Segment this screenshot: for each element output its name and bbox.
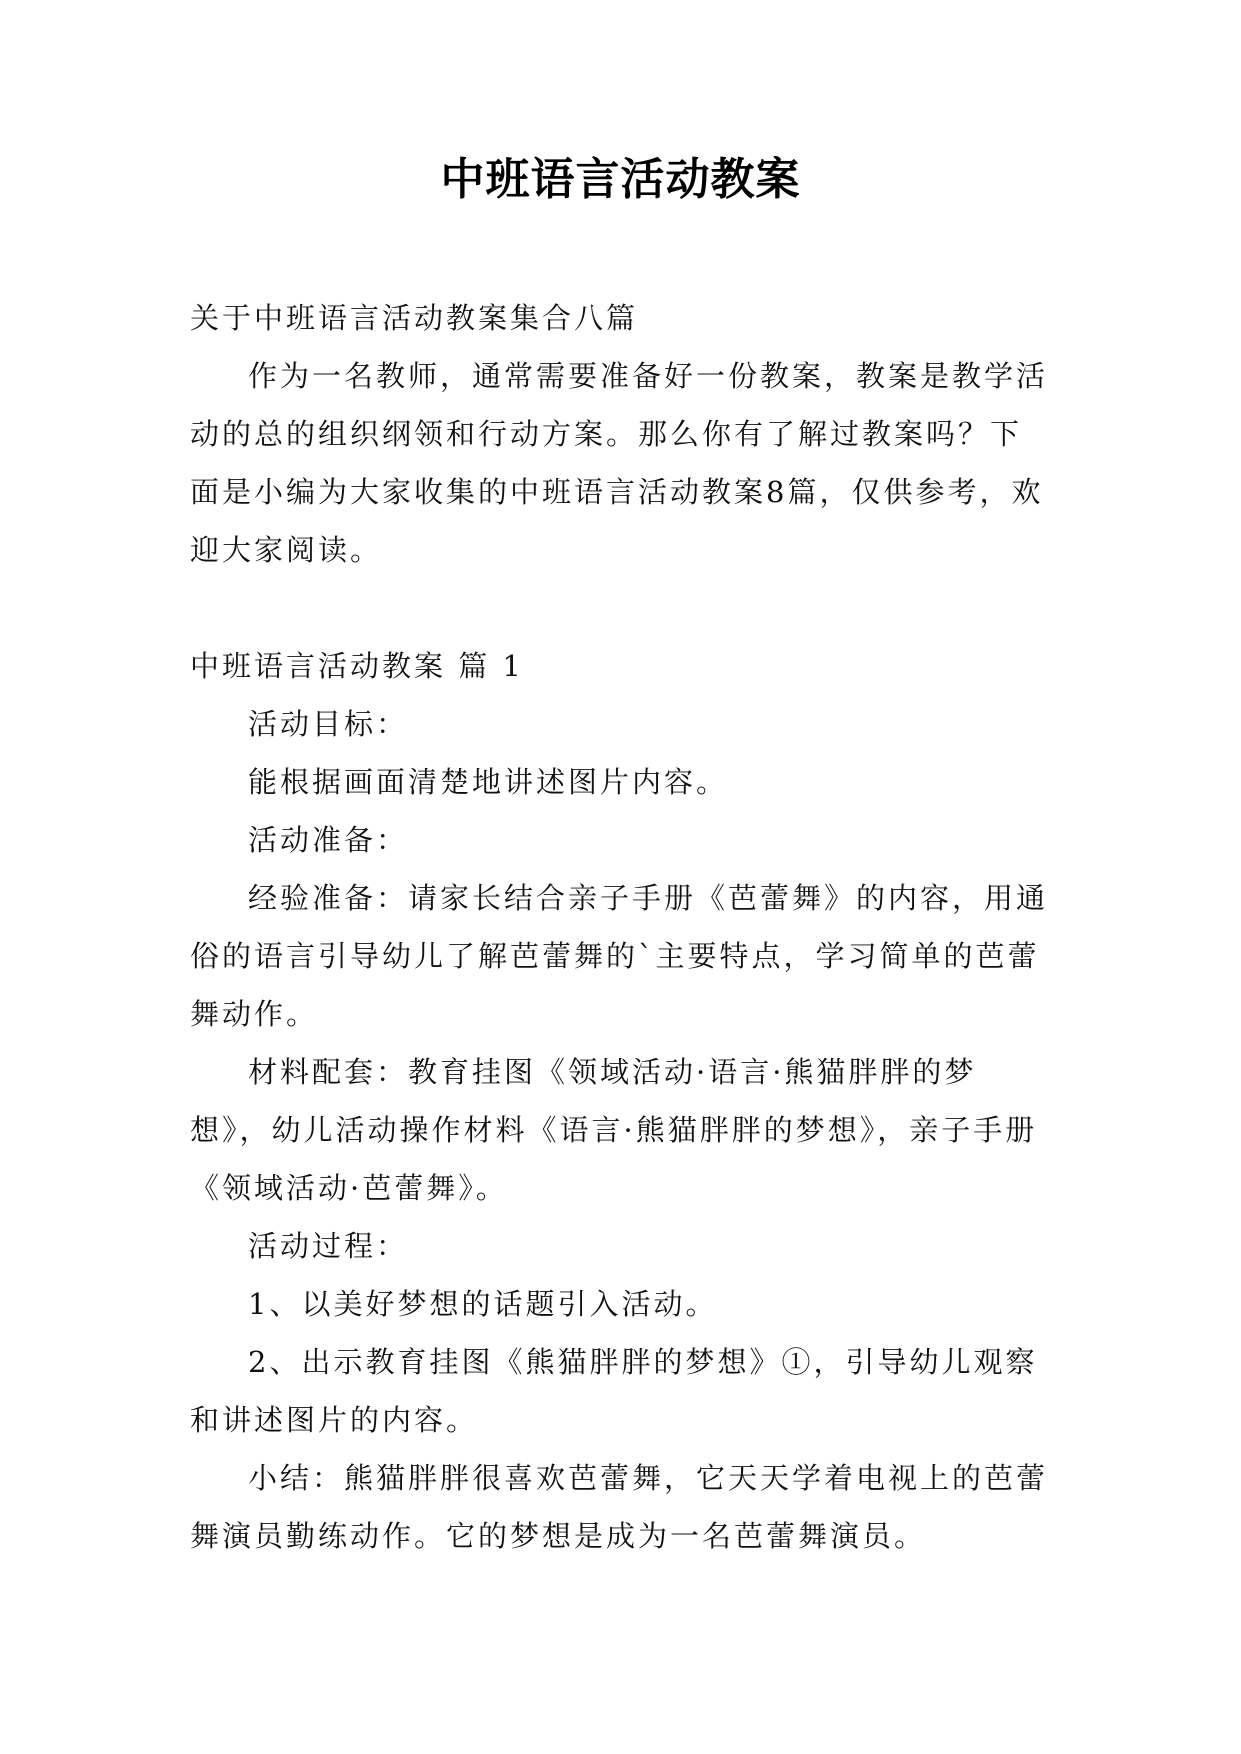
document-body — [190, 289, 1050, 1565]
process-step-2: 2、出示教育挂图《熊猫胖胖的梦想》①，引导幼儿观察和讲述图片的内容。 — [190, 1345, 1038, 1437]
goal-text: 能根据画面清楚地讲述图片内容。 — [248, 765, 729, 799]
process-step-1: 1、以美好梦想的话题引入活动。 — [248, 1287, 718, 1321]
summary-paragraph: 小结：熊猫胖胖很喜欢芭蕾舞，它天天学着电视上的芭蕾舞演员勤练动作。它的梦想是成为一名芭蕾舞演员。 — [190, 1461, 1049, 1553]
document-subtitle: 关于中班语言活动教案集合八篇 — [190, 301, 639, 335]
intro-paragraph: 作为一名教师，通常需要准备好一份教案，教案是教学活动的总的组织纲领和行动方案。那么你有了解过教案吗？下面是小编为大家收集的中班语言活动教案8篇，仅供参考，欢迎大家阅读。 — [190, 359, 1049, 567]
prep-experience-paragraph: 经验准备：请家长结合亲子手册《芭蕾舞》的内容，用通俗的语言引导幼儿了解芭蕾舞的`主要特点，学习简单的芭蕾舞动作。 — [190, 881, 1049, 1031]
process-label: 活动过程： — [248, 1229, 409, 1263]
prep-materials-paragraph: 材料配套：教育挂图《领域活动·语言·熊猫胖胖的梦想》，幼儿活动操作材料《语言·熊猫胖胖的梦想》，亲子手册《领域活动·芭蕾舞》。 — [190, 1055, 1038, 1205]
section-heading: 中班语言活动教案 篇 1 — [190, 649, 524, 683]
document-title: 中班语言活动教案 — [440, 154, 801, 205]
goal-label: 活动目标： — [248, 707, 409, 741]
prep-label: 活动准备： — [248, 823, 409, 857]
